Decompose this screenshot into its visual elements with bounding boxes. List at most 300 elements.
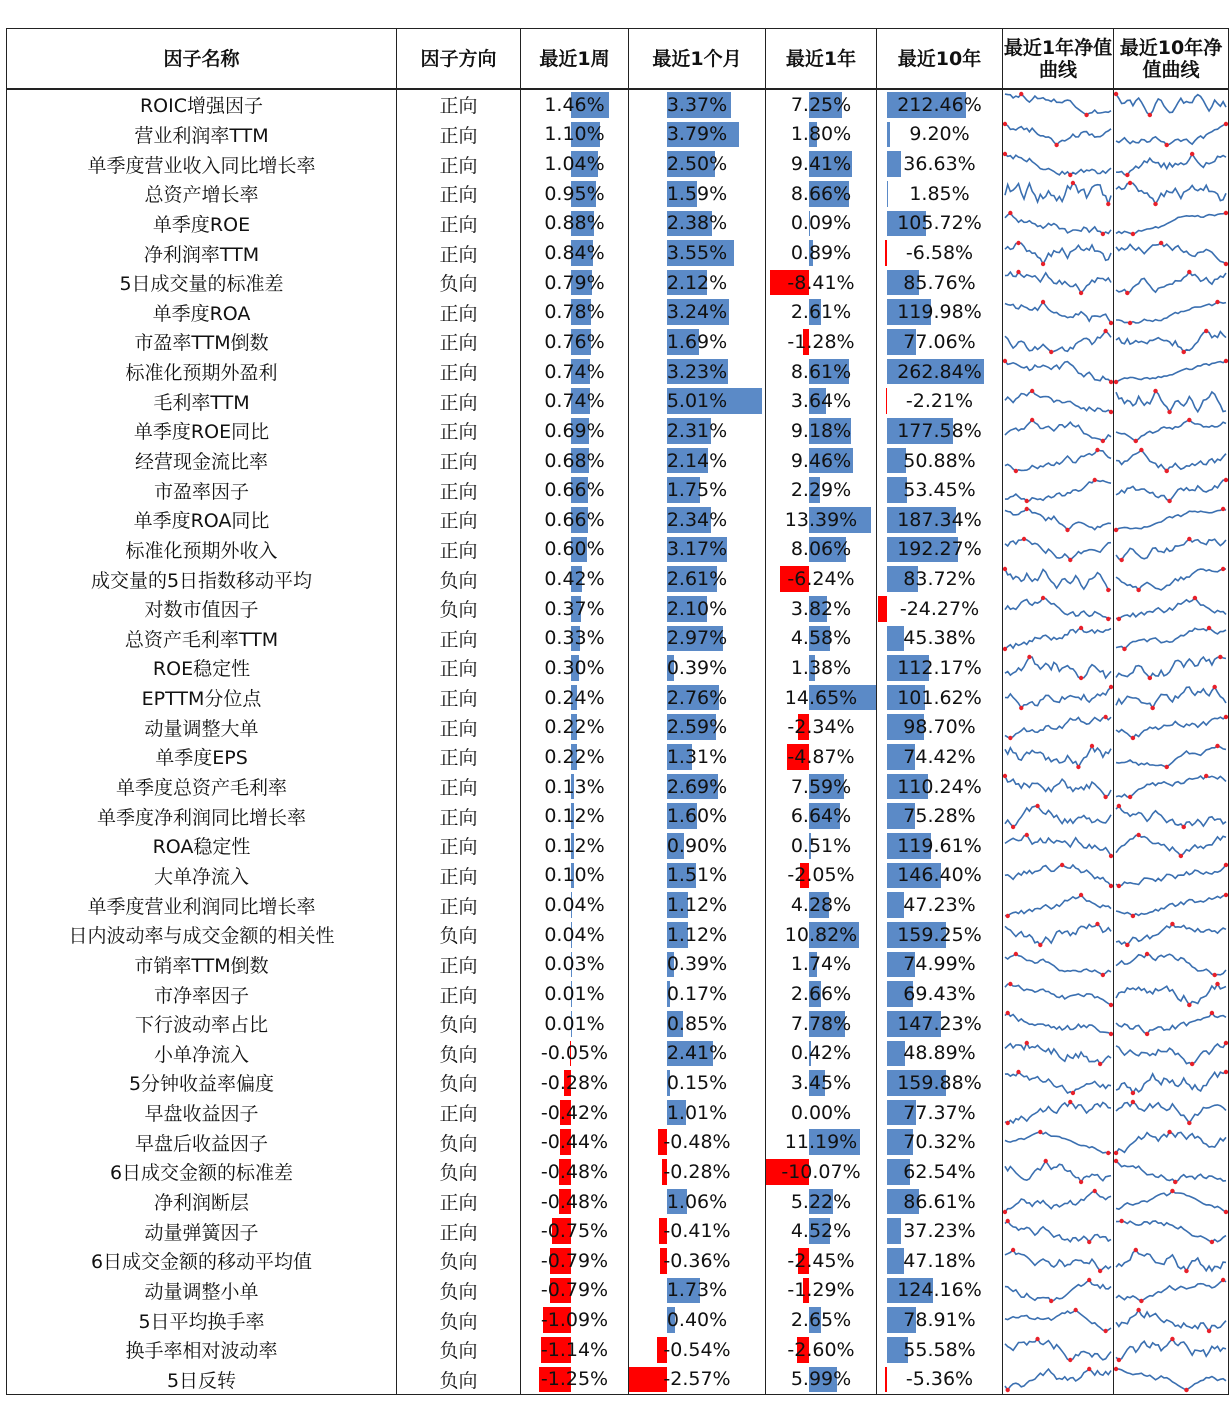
nav-curve1-sparkline [1003,239,1113,268]
nav-curve-line [1116,450,1226,471]
nav-curve-line [1005,1310,1111,1331]
return-cell-m1 [629,149,766,179]
return-cell-y10 [877,475,1003,505]
return-value-y1: 14.65% [784,686,858,709]
nav-curve1-cell [1003,89,1114,120]
return-value-y1: 8.06% [790,538,852,561]
nav-curve-line [1005,361,1111,382]
nav-curve-line [1005,450,1111,471]
return-cell-w1 [521,1039,629,1069]
table-row [7,386,1229,416]
return-cell-w1 [521,1009,629,1039]
nav-curve-line [1116,1191,1226,1212]
nav-curve10-sparkline [1114,1128,1228,1157]
return-cell-y10 [877,683,1003,713]
nav-low-marker [1079,1180,1083,1184]
return-cell-m1 [629,801,766,831]
nav-low-marker [1041,261,1045,265]
header-10-year: 最近10年 [877,29,1003,90]
data-bar-y10 [886,388,887,414]
return-cell-w1 [521,1216,629,1246]
nav-curve10-sparkline [1114,713,1228,742]
nav-high-marker [1159,240,1163,244]
factor-direction-cell: 正向 [397,742,521,772]
nav-curve-line [1005,835,1111,856]
return-value-y1: 1.38% [790,656,852,679]
return-value-w1: 0.01% [544,983,605,1006]
nav-curve1-cell [1003,327,1114,357]
nav-low-marker [1114,528,1118,532]
nav-curve1-sparkline [1003,624,1113,653]
nav-curve1-sparkline [1003,742,1113,771]
nav-curve1-sparkline [1003,1217,1113,1246]
return-value-m1: 2.59% [666,716,728,739]
nav-curve10-sparkline [1114,1187,1228,1216]
return-cell-y10 [877,1276,1003,1306]
nav-high-marker [1224,715,1228,719]
nav-curve10-sparkline [1114,387,1228,416]
return-cell-y1 [766,1157,877,1187]
nav-curve-line [1116,924,1226,945]
factor-direction-cell: 正向 [397,475,521,505]
return-value-m1: 2.31% [666,419,728,442]
return-value-w1: 0.79% [544,271,605,294]
data-bar-y10 [887,151,901,177]
data-bar-m1 [629,1367,667,1393]
nav-curve10-cell [1114,712,1229,742]
nav-curve10-sparkline [1114,1068,1228,1097]
nav-low-marker [1109,321,1113,325]
return-value-w1: 0.22% [544,716,605,739]
table-row [7,1305,1229,1335]
header-1-year-curve: 最近1年净值曲线 [1003,29,1114,90]
nav-curve-line [1005,1339,1111,1360]
nav-high-marker [1090,744,1094,748]
data-bar-y10 [885,1367,887,1393]
nav-curve1-cell [1003,1305,1114,1335]
nav-low-marker [1019,706,1023,710]
return-value-y10: 119.61% [897,834,982,857]
factor-name-cell: 净利润断层 [7,1187,397,1217]
return-cell-w1 [521,979,629,1009]
factor-direction-cell: 正向 [397,890,521,920]
return-value-y10: 159.88% [897,1071,982,1094]
nav-curve1-cell [1003,1127,1114,1157]
return-cell-y1 [766,475,877,505]
return-cell-y1 [766,446,877,476]
nav-curve1-sparkline [1003,1276,1113,1305]
factor-direction-cell: 正向 [397,683,521,713]
nav-high-marker [1167,1130,1171,1134]
nav-curve10-cell [1114,357,1229,387]
nav-low-marker [1109,1032,1113,1036]
nav-low-marker [1109,380,1113,384]
nav-curve1-cell [1003,1068,1114,1098]
factor-name-cell: 单季度ROE同比 [7,416,397,446]
return-cell-y10 [877,1127,1003,1157]
nav-high-marker [1187,537,1191,541]
factor-name-cell: 成交量的5日指数移动平均 [7,564,397,594]
return-value-y10: 177.58% [897,419,982,442]
nav-curve10-sparkline [1114,742,1228,771]
return-value-y10: 75.28% [903,805,976,828]
return-value-m1: 0.39% [666,656,728,679]
nav-high-marker [1006,1218,1010,1222]
return-value-y1: 1.80% [790,123,852,146]
return-cell-w1 [521,742,629,772]
nav-curve1-sparkline [1003,357,1113,386]
return-cell-m1 [629,920,766,950]
nav-curve1-sparkline [1003,535,1113,564]
nav-curve-line [1005,657,1111,678]
return-cell-y10 [877,179,1003,209]
return-cell-y1 [766,535,877,565]
return-cell-w1 [521,801,629,831]
nav-low-marker [1131,736,1135,740]
return-value-y10: 70.32% [903,1131,976,1154]
return-cell-w1 [521,505,629,535]
return-value-m1: 2.97% [666,627,728,650]
return-cell-y1 [766,1098,877,1128]
nav-curve10-cell [1114,535,1229,565]
nav-curve-line [1005,776,1111,797]
return-value-y1: 3.82% [790,597,852,620]
factor-direction-cell: 正向 [397,1216,521,1246]
return-cell-y10 [877,1246,1003,1276]
nav-curve1-cell [1003,297,1114,327]
nav-high-marker [1215,300,1219,304]
return-value-w1: 0.74% [544,360,605,383]
nav-high-marker [1003,122,1007,126]
nav-curve-line [1116,806,1226,827]
nav-low-marker [1179,854,1183,858]
table-row [7,1009,1229,1039]
nav-curve-line [1005,628,1111,649]
return-value-w1: 0.04% [544,923,605,946]
data-bar-y10 [887,1218,901,1244]
nav-high-marker [1008,211,1012,215]
return-value-w1: 0.78% [544,301,605,324]
nav-high-marker [1170,922,1174,926]
nav-low-marker [1131,1091,1135,1095]
return-cell-w1 [521,1335,629,1365]
return-cell-w1 [521,624,629,654]
nav-low-marker [1114,380,1118,384]
factor-direction-cell: 正向 [397,950,521,980]
nav-curve1-sparkline [1003,446,1113,475]
return-cell-y1 [766,238,877,268]
return-value-y1: 8.61% [790,360,852,383]
return-cell-m1 [629,238,766,268]
nav-low-marker [1139,1299,1143,1303]
nav-curve10-cell [1114,801,1229,831]
return-value-y10: 74.42% [903,745,976,768]
nav-curve1-cell [1003,505,1114,535]
nav-curve-line [1116,746,1226,767]
factor-direction-cell: 正向 [397,831,521,861]
factor-name-cell: 单季度净利润同比增长率 [7,801,397,831]
return-cell-w1 [521,89,629,120]
return-cell-m1 [629,89,766,120]
table-row [7,1276,1229,1306]
nav-low-marker [1153,202,1157,206]
nav-curve-line [1116,1280,1226,1301]
factor-direction-cell: 正向 [397,1187,521,1217]
table-row [7,89,1229,120]
nav-curve1-sparkline [1003,1335,1113,1364]
table-row [7,801,1229,831]
data-bar-y10 [878,596,887,622]
return-value-w1: -0.48% [540,1190,609,1213]
nav-high-marker [1016,240,1020,244]
factor-direction-cell: 正向 [397,89,521,120]
nav-curve-line [1005,865,1111,886]
return-value-y1: -2.45% [787,1249,855,1272]
nav-curve-line [1116,895,1226,916]
nav-curve1-cell [1003,238,1114,268]
factor-direction-cell: 正向 [397,624,521,654]
factor-direction-cell: 负向 [397,564,521,594]
return-cell-y10 [877,979,1003,1009]
return-value-y1: 7.59% [790,775,852,798]
return-value-m1: 3.55% [666,242,728,265]
nav-low-marker [1184,1388,1188,1392]
nav-curve10-cell [1114,1127,1229,1157]
nav-curve10-cell [1114,268,1229,298]
nav-curve1-sparkline [1003,387,1113,416]
return-value-m1: 0.40% [666,1309,728,1332]
return-value-y1: 6.64% [790,805,852,828]
return-cell-w1 [521,920,629,950]
nav-low-marker [1212,973,1216,977]
return-cell-y10 [877,327,1003,357]
nav-high-marker [1030,418,1034,422]
nav-curve1-cell [1003,446,1114,476]
nav-curve-line [1116,1043,1226,1064]
return-value-w1: -0.79% [540,1249,609,1272]
table-row [7,327,1229,357]
return-cell-y1 [766,683,877,713]
factor-direction-cell: 正向 [397,861,521,891]
return-cell-m1 [629,357,766,387]
nav-low-marker [1181,350,1185,354]
return-cell-y1 [766,149,877,179]
nav-curve10-sparkline [1114,505,1228,534]
nav-high-marker [1139,448,1143,452]
return-cell-w1 [521,1365,629,1395]
return-value-y1: 4.58% [790,627,852,650]
nav-curve-line [1116,1132,1226,1153]
nav-high-marker [1006,1011,1010,1015]
return-cell-y10 [877,712,1003,742]
nav-low-marker [1125,291,1129,295]
nav-curve10-sparkline [1114,1276,1228,1305]
nav-high-marker [1170,1337,1174,1341]
nav-curve1-sparkline [1003,920,1113,949]
nav-curve-line [1116,183,1226,204]
nav-curve10-cell [1114,1335,1229,1365]
nav-curve1-cell [1003,416,1114,446]
nav-high-marker [1079,626,1083,630]
return-cell-y10 [877,920,1003,950]
nav-high-marker [1074,1307,1078,1311]
factor-direction-cell: 负向 [397,1039,521,1069]
return-cell-y10 [877,1305,1003,1335]
nav-low-marker [1103,1328,1107,1332]
nav-curve1-sparkline [1003,209,1113,238]
nav-curve1-sparkline [1003,298,1113,327]
nav-curve10-sparkline [1114,327,1228,356]
return-cell-w1 [521,268,629,298]
factor-direction-cell: 正向 [397,179,521,209]
table-row [7,624,1229,654]
nav-high-marker [1131,1100,1135,1104]
nav-low-marker [1131,232,1135,236]
return-cell-y1 [766,564,877,594]
factor-direction-cell: 正向 [397,535,521,565]
nav-curve10-cell [1114,742,1229,772]
nav-high-marker [1153,389,1157,393]
return-value-y1: -1.29% [787,1279,855,1302]
nav-low-marker [1011,824,1015,828]
nav-low-marker [1106,202,1110,206]
nav-low-marker [1119,558,1123,562]
factor-direction-cell: 负向 [397,920,521,950]
factor-direction-cell: 负向 [397,594,521,624]
return-value-m1: 3.79% [666,123,728,146]
nav-curve1-sparkline [1003,891,1113,920]
return-cell-w1 [521,120,629,150]
nav-low-marker [1068,558,1072,562]
return-cell-y1 [766,416,877,446]
nav-high-marker [1215,744,1219,748]
factor-name-cell: 单季度ROA同比 [7,505,397,535]
table-row [7,594,1229,624]
return-value-m1: -0.54% [663,1338,731,1361]
return-cell-m1 [629,416,766,446]
return-value-y1: -8.41% [787,271,855,294]
factor-name-cell: 动量调整小单 [7,1276,397,1306]
nav-high-marker [1087,1278,1091,1282]
return-cell-m1 [629,1157,766,1187]
table-row [7,712,1229,742]
return-value-y10: 101.62% [897,686,982,709]
return-cell-y1 [766,653,877,683]
return-cell-w1 [521,1098,629,1128]
nav-curve-line [1116,628,1226,649]
table-row [7,1127,1229,1157]
return-value-y10: 119.98% [897,301,982,324]
factor-direction-cell: 负向 [397,1157,521,1187]
return-value-w1: 1.46% [544,93,605,116]
return-value-y1: 5.99% [790,1368,852,1391]
nav-low-marker [1101,973,1105,977]
return-cell-y10 [877,238,1003,268]
return-cell-y10 [877,831,1003,861]
factor-name-cell: 市盈率因子 [7,475,397,505]
return-cell-m1 [629,1009,766,1039]
factor-direction-cell: 正向 [397,149,521,179]
return-cell-y10 [877,1187,1003,1217]
factor-direction-cell: 正向 [397,505,521,535]
nav-curve1-sparkline [1003,594,1113,623]
return-value-w1: -0.79% [540,1279,609,1302]
return-cell-y1 [766,1009,877,1039]
return-value-w1: 0.22% [544,745,605,768]
nav-curve-line [1116,1013,1226,1034]
data-bar-y10 [887,892,904,918]
return-cell-m1 [629,1187,766,1217]
nav-low-marker [1187,1002,1191,1006]
return-value-m1: 1.75% [666,479,728,502]
nav-curve10-cell [1114,594,1229,624]
return-cell-m1 [629,594,766,624]
nav-curve10-cell [1114,446,1229,476]
return-cell-y10 [877,149,1003,179]
nav-low-marker [1114,1151,1118,1155]
return-cell-y10 [877,297,1003,327]
factor-direction-cell: 正向 [397,1098,521,1128]
nav-curve-line [1116,865,1226,886]
nav-low-marker [1098,1062,1102,1066]
nav-curve-line [1005,302,1111,323]
return-cell-y1 [766,1276,877,1306]
return-cell-w1 [521,357,629,387]
nav-low-marker [1148,113,1152,117]
return-value-m1: 1.12% [666,894,728,917]
return-cell-m1 [629,535,766,565]
nav-curve1-cell [1003,386,1114,416]
nav-curve-line [1005,331,1111,352]
nav-curve-line [1005,569,1111,590]
header-1-week: 最近1周 [521,29,629,90]
nav-curve1-cell [1003,1009,1114,1039]
nav-low-marker [1224,1210,1228,1214]
return-cell-y10 [877,1335,1003,1365]
nav-curve10-sparkline [1114,90,1228,119]
nav-curve-line [1116,776,1226,797]
return-value-m1: 0.39% [666,953,728,976]
return-value-m1: 0.85% [666,1012,728,1035]
nav-curve-line [1116,154,1226,175]
nav-curve-line [1005,480,1111,501]
return-value-y10: 159.25% [897,923,982,946]
factor-direction-cell: 正向 [397,120,521,150]
return-value-w1: 0.84% [544,242,605,265]
return-cell-w1 [521,831,629,861]
return-value-m1: 0.90% [666,834,728,857]
return-value-y1: 2.61% [790,301,852,324]
return-cell-y1 [766,386,877,416]
nav-high-marker [1212,685,1216,689]
nav-curve1-cell [1003,1039,1114,1069]
nav-high-marker [1224,477,1228,481]
nav-low-marker [1167,498,1171,502]
nav-curve1-cell [1003,594,1114,624]
nav-curve10-cell [1114,89,1229,120]
nav-high-marker [1041,300,1045,304]
nav-high-marker [1128,181,1132,185]
return-cell-m1 [629,624,766,654]
table-row [7,475,1229,505]
nav-curve-line [1005,1369,1111,1390]
return-cell-y10 [877,772,1003,802]
nav-curve10-cell [1114,979,1229,1009]
nav-high-marker [1119,1218,1123,1222]
nav-curve10-sparkline [1114,1335,1228,1364]
nav-curve-line [1116,1072,1226,1093]
nav-curve10-cell [1114,327,1229,357]
